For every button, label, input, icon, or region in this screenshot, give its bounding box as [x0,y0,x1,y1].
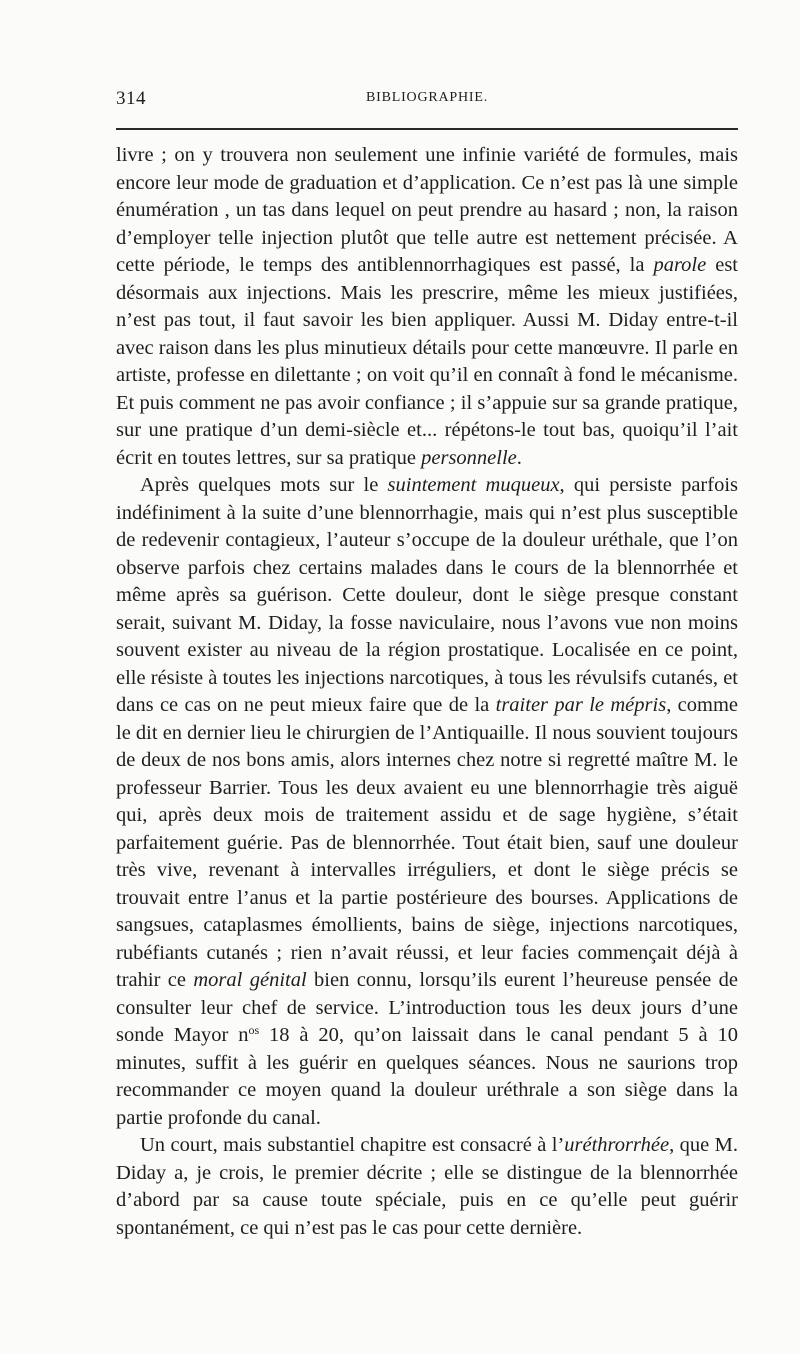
page-number: 314 [116,88,146,109]
text-run: livre ; on y trouvera non seulement une infinie variété de formules, mais encore leur mode de graduation et d’application. Ce n’est pas là une simple énumération , un tas dans lequel on peut prendre au hasard ; non, la raison d’employer telle injection plutôt que telle autre est nettement précisée. A cette période, le temps des antiblennorrhagiques est passé, la [116,144,738,276]
text-run: est désormais aux injections. Mais les prescrire, même les mieux justifiées, n’est pas tout, il faut savoir les bien appliquer. Aussi M. Diday entre-t-il avec raison dans les plus minutieux détails pour cette manœuvre. Il parle en artiste, professe en dilettante ; on voit qu’il en connaît à fond le mécanisme. Et puis comment ne pas avoir confiance ; il s’appuie sur sa grande pratique, sur une pratique d’un demi-siècle et... répétons-le tout bas, quoiqu’il l’ait écrit en toutes lettres, sur sa pratique [116,254,738,469]
italic-run: suintement muqueux [387,474,560,496]
text-run: 18 à 20, qu’on laissait dans le canal pendant 5 à 10 minutes, suffit à les guérir en quelques séances. Nous ne saurions trop recommander ce moyen quand la douleur uréthrale a son siège dans la partie profonde du canal. [116,1024,738,1129]
body-text [116,142,738,1242]
header-rule [116,128,738,130]
text-run: Un court, mais substantiel chapitre est consacré à l’ [140,1134,565,1156]
superscript: os [248,1023,260,1037]
text-run: . [516,446,522,469]
paragraph-1 [116,142,738,472]
text-run: , comme le dit en dernier lieu le chirurgien de l’Antiquaille. Il nous souvient toujours de deux de nos bons amis, alors internes chez notre si regretté maître M. le professeur Barrier. Tous les deux avaient eu une blennorrhagie très aiguë qui, après deux mois de traitement assidu et de sage hygiène, s’était parfaitement guérie. Pas de blennorrhée. Tout était bien, sauf une douleur très vive, revenant à intervalles irréguliers, et dont le siège précis se trouvait entre l’anus et la partie postérieure des bourses. Applications de sangsues, cataplasmes émollients, bains de siège, injections narcotiques, rubéfiants cutanés ; rien n’avait réussi, et leur facies commençait déjà à trahir ce [116,694,739,991]
running-title: BIBLIOGRAPHIE. [365,90,489,105]
text-run: bien connu, lorsqu’ils eurent l’heureuse pensée de consulter leur chef de service. L’introduction tous les deux jours d’une sonde Mayor n [116,969,738,1046]
paragraph-3 [116,1132,738,1242]
paragraph-2 [116,472,738,1132]
italic-run: traiter par le mépris [495,694,667,716]
italic-run: personnelle [421,446,517,469]
page-header [116,88,738,118]
italic-run: moral génital [193,969,307,991]
text-run: , que M. Diday a, je crois, le premier décrite ; elle se distingue de la blennorrhée d’abord par sa cause toute spéciale, puis en ce qu’elle peut guérir spontanément, ce qui n’est pas le cas pour cette dernière. [116,1134,739,1239]
italic-run: uréthrorrhée [564,1134,670,1156]
italic-run: parole [653,254,707,276]
text-run: Après quelques mots sur le [140,474,388,496]
text-run: , qui persiste parfois indéfiniment à la suite d’une blennorrhagie, mais qui n’est plus susceptible de redevenir contagieux, l’auteur s’occupe de la douleur uréthale, que l’on observe parfois chez certains malades dans le cours de la blennorrhée et même après sa guérison. Cette douleur, dont le siège presque constant serait, suivant M. Diday, la fosse naviculaire, nous l’avons vue non moins souvent exister au niveau de la région prostatique. Localisée en ce point, elle résiste à toutes les injections narcotiques, à tous les révulsifs cutanés, et dans ce cas on ne peut mieux faire que de la [116,474,738,716]
